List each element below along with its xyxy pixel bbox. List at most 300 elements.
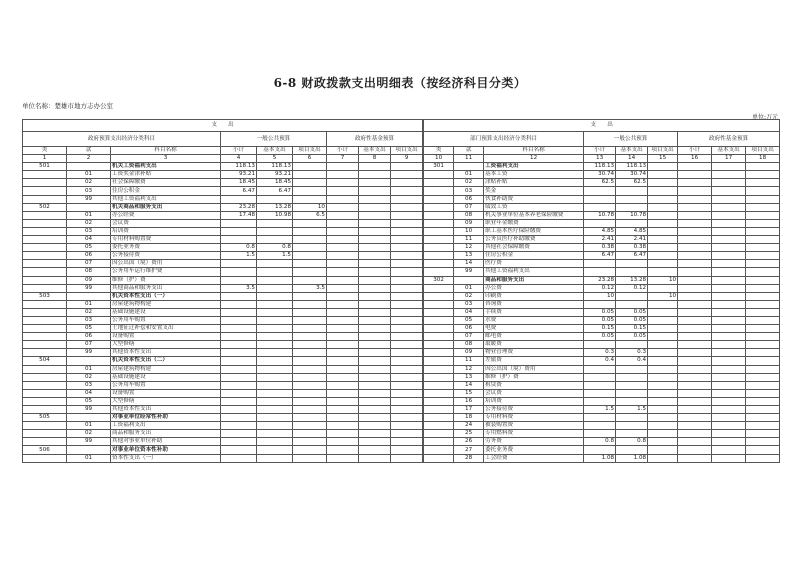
amount-cell [327, 381, 359, 389]
subject-name: 公务接待费 [484, 406, 584, 414]
amount-cell [359, 389, 391, 397]
category-code [23, 211, 67, 219]
amount-cell [712, 333, 746, 341]
amount-cell [221, 365, 257, 373]
amount-cell [746, 381, 780, 389]
item-code [67, 292, 111, 300]
amount-cell: 0.3 [584, 349, 616, 357]
subject-name: 培训费 [111, 227, 221, 235]
amount-cell [391, 252, 423, 260]
right-col-number: 16 [678, 155, 712, 163]
amount-cell [391, 333, 423, 341]
amount-cell: 18.45 [221, 179, 257, 187]
amount-cell [359, 349, 391, 357]
table-row [23, 365, 423, 373]
category-code [424, 284, 454, 292]
item-code: 09 [454, 219, 484, 227]
amount-cell [257, 454, 293, 462]
item-code: 06 [454, 195, 484, 203]
category-code [424, 308, 454, 316]
amount-cell [584, 219, 616, 227]
amount-cell [746, 333, 780, 341]
item-code: 09 [67, 276, 111, 284]
table-row [424, 365, 780, 373]
amount-cell [616, 422, 648, 430]
table-row [424, 211, 780, 219]
amount-cell [257, 316, 293, 324]
amount-cell [678, 219, 712, 227]
left-table [22, 119, 423, 463]
table-row [424, 430, 780, 438]
amount-cell [678, 211, 712, 219]
right-table [423, 119, 780, 463]
amount-cell [712, 292, 746, 300]
amount-cell [678, 365, 712, 373]
amount-cell [391, 365, 423, 373]
amount-cell [327, 187, 359, 195]
subject-name: 机关工资福利支出 [111, 163, 221, 171]
item-code: 01 [454, 171, 484, 179]
amount-cell [327, 211, 359, 219]
amount-cell [746, 397, 780, 405]
subject-name: 印刷费 [484, 292, 584, 300]
amount-cell: 0.4 [616, 357, 648, 365]
item-code: 03 [454, 187, 484, 195]
item-code: 99 [67, 406, 111, 414]
table-row [424, 389, 780, 397]
amount-cell: 10 [293, 203, 327, 211]
amount-cell [746, 260, 780, 268]
amount-cell [293, 446, 327, 454]
amount-cell [616, 195, 648, 203]
subject-name: 其他对事业单位补助 [111, 438, 221, 446]
item-code: 12 [454, 244, 484, 252]
item-code: 01 [67, 300, 111, 308]
table-row [424, 325, 780, 333]
amount-cell: 6.47 [257, 187, 293, 195]
subject-name: 取暖费 [484, 341, 584, 349]
amount-cell [678, 187, 712, 195]
table-row [424, 227, 780, 235]
right-col-number: 14 [616, 155, 648, 163]
right-header-kemu: 部门预算支出经济分类科目 [424, 132, 584, 147]
amount-cell [293, 179, 327, 187]
category-code [424, 260, 454, 268]
table-row [23, 276, 423, 284]
item-code: 01 [67, 211, 111, 219]
amount-cell [359, 219, 391, 227]
amount-cell [746, 171, 780, 179]
amount-cell [293, 163, 327, 171]
subject-name: 机关资本性支出（二） [111, 357, 221, 365]
category-code [23, 227, 67, 235]
amount-cell [293, 365, 327, 373]
subject-name: 水费 [484, 316, 584, 324]
amount-cell [391, 171, 423, 179]
amount-cell: 1.5 [616, 406, 648, 414]
amount-cell [746, 308, 780, 316]
table-row [23, 373, 423, 381]
amount-cell [648, 365, 678, 373]
right-col-header: 小计 [584, 147, 616, 155]
amount-cell [327, 373, 359, 381]
amount-cell [746, 268, 780, 276]
amount-cell [648, 341, 678, 349]
right-col-header: 款 [454, 147, 484, 155]
item-code: 07 [454, 203, 484, 211]
amount-cell [584, 397, 616, 405]
amount-cell [221, 422, 257, 430]
amount-cell: 13.28 [616, 276, 648, 284]
amount-cell [257, 236, 293, 244]
amount-cell [221, 406, 257, 414]
table-row [23, 284, 423, 292]
amount-cell [293, 325, 327, 333]
category-code: 503 [23, 292, 67, 300]
subject-name: 对事业单位经常性补助 [111, 414, 221, 422]
amount-cell [327, 227, 359, 235]
item-code: 27 [454, 446, 484, 454]
table-row [424, 244, 780, 252]
amount-cell [257, 406, 293, 414]
amount-cell [391, 260, 423, 268]
amount-cell [359, 203, 391, 211]
item-code: 01 [67, 171, 111, 179]
amount-cell [616, 300, 648, 308]
amount-cell [616, 365, 648, 373]
category-code [23, 300, 67, 308]
amount-cell [648, 227, 678, 235]
table-row [23, 446, 423, 454]
amount-cell [359, 333, 391, 341]
left-col-header: 基本支出 [257, 147, 293, 155]
amount-cell [391, 430, 423, 438]
amount-cell [327, 195, 359, 203]
subject-name: 会议费 [111, 219, 221, 227]
table-row [424, 276, 780, 284]
category-code [23, 365, 67, 373]
amount-cell [712, 446, 746, 454]
amount-cell [359, 292, 391, 300]
amount-cell: 118.13 [221, 163, 257, 171]
amount-cell [746, 422, 780, 430]
amount-cell [746, 276, 780, 284]
amount-cell [359, 430, 391, 438]
category-code [424, 365, 454, 373]
amount-cell [584, 300, 616, 308]
amount-cell [359, 397, 391, 405]
amount-cell [221, 414, 257, 422]
amount-cell: 3.5 [221, 284, 257, 292]
amount-cell [327, 219, 359, 227]
amount-cell [257, 349, 293, 357]
right-header-zhengfu: 政府性基金预算 [678, 132, 780, 147]
subject-name: 对事业单位资本性补助 [111, 446, 221, 454]
amount-cell [648, 179, 678, 187]
item-code: 02 [67, 373, 111, 381]
amount-cell [712, 454, 746, 462]
right-col-number: 18 [746, 155, 780, 163]
amount-cell [221, 260, 257, 268]
item-code: 11 [454, 236, 484, 244]
amount-cell [678, 195, 712, 203]
category-code [23, 187, 67, 195]
amount-cell [391, 179, 423, 187]
category-code [424, 430, 454, 438]
right-col-header: 项目支出 [648, 147, 678, 155]
table-row [424, 179, 780, 187]
category-code [23, 284, 67, 292]
amount-cell [391, 349, 423, 357]
item-code [67, 357, 111, 365]
subject-name: 委托业务费 [111, 244, 221, 252]
amount-cell [257, 438, 293, 446]
table-row [424, 373, 780, 381]
item-code [67, 414, 111, 422]
amount-cell [359, 446, 391, 454]
amount-cell [391, 284, 423, 292]
subject-name: 伙食补助费 [484, 195, 584, 203]
subject-name: 公务接待费 [111, 252, 221, 260]
amount-cell [293, 341, 327, 349]
amount-cell [257, 292, 293, 300]
amount-cell [293, 454, 327, 462]
amount-cell [712, 236, 746, 244]
table-row [424, 268, 780, 276]
amount-cell [391, 236, 423, 244]
category-code: 502 [23, 203, 67, 211]
table-row [23, 292, 423, 300]
table-row [23, 300, 423, 308]
amount-cell [257, 414, 293, 422]
category-code [23, 373, 67, 381]
item-code [67, 203, 111, 211]
amount-cell [257, 227, 293, 235]
amount-cell [293, 260, 327, 268]
table-row [424, 195, 780, 203]
subject-name: 公务用车运行维护费 [111, 268, 221, 276]
amount-cell: 6.5 [293, 211, 327, 219]
item-code: 25 [454, 430, 484, 438]
amount-cell [678, 308, 712, 316]
amount-cell [746, 454, 780, 462]
amount-cell [746, 406, 780, 414]
item-code: 07 [67, 260, 111, 268]
category-code: 301 [424, 163, 454, 171]
amount-cell [648, 357, 678, 365]
amount-cell [712, 438, 746, 446]
category-code [424, 414, 454, 422]
amount-cell [678, 260, 712, 268]
category-code [23, 316, 67, 324]
amount-cell [359, 422, 391, 430]
amount-cell [648, 203, 678, 211]
category-code [424, 219, 454, 227]
amount-cell [712, 430, 746, 438]
subject-name: 机关资本性支出（一） [111, 292, 221, 300]
amount-cell [391, 414, 423, 422]
amount-cell [257, 365, 293, 373]
left-col-number: 9 [391, 155, 423, 163]
amount-cell [712, 308, 746, 316]
table-row [424, 333, 780, 341]
amount-cell [746, 414, 780, 422]
category-code [23, 333, 67, 341]
category-code [424, 454, 454, 462]
subject-name: 专用材料费 [484, 414, 584, 422]
amount-cell [648, 171, 678, 179]
amount-cell [391, 325, 423, 333]
table-row [424, 219, 780, 227]
table-row [23, 163, 423, 171]
amount-cell: 10.98 [257, 211, 293, 219]
amount-cell [221, 430, 257, 438]
amount-cell [678, 227, 712, 235]
left-col-number: 6 [293, 155, 327, 163]
amount-cell [648, 414, 678, 422]
table-row [23, 187, 423, 195]
amount-cell: 4.85 [616, 227, 648, 235]
amount-cell [327, 406, 359, 414]
amount-cell [359, 268, 391, 276]
amount-cell: 0.3 [616, 349, 648, 357]
amount-cell [746, 284, 780, 292]
category-code [424, 406, 454, 414]
amount-cell [648, 163, 678, 171]
amount-cell [648, 333, 678, 341]
category-code [424, 333, 454, 341]
amount-cell: 4.85 [584, 227, 616, 235]
subject-name: 设备购置 [111, 389, 221, 397]
amount-cell [359, 308, 391, 316]
category-code [23, 308, 67, 316]
amount-cell: 0.8 [584, 438, 616, 446]
amount-cell [746, 179, 780, 187]
subject-name: 奖金 [484, 187, 584, 195]
subject-name: 机关商品和服务支出 [111, 203, 221, 211]
amount-cell [359, 381, 391, 389]
amount-cell [746, 227, 780, 235]
amount-cell: 0.05 [584, 333, 616, 341]
category-code [23, 341, 67, 349]
right-table-body [424, 120, 780, 463]
right-col-number: 13 [584, 155, 616, 163]
amount-cell [584, 422, 616, 430]
amount-cell [678, 406, 712, 414]
amount-cell [359, 171, 391, 179]
amount-cell [391, 316, 423, 324]
item-code [454, 276, 484, 284]
category-code [23, 252, 67, 260]
amount-cell [257, 341, 293, 349]
amount-cell [257, 333, 293, 341]
amount-cell: 18.45 [257, 179, 293, 187]
amount-cell [257, 300, 293, 308]
amount-cell [616, 292, 648, 300]
item-code: 03 [67, 227, 111, 235]
unit-measure: 单位:万元 [751, 114, 778, 121]
subject-name: 邮电费 [484, 333, 584, 341]
amount-cell [712, 422, 746, 430]
subject-name: 房屋建筑物构建 [111, 300, 221, 308]
category-code: 302 [424, 276, 454, 284]
amount-cell [648, 454, 678, 462]
table-row [23, 171, 423, 179]
table-row [424, 406, 780, 414]
table-row [23, 438, 423, 446]
amount-cell [359, 187, 391, 195]
amount-cell [584, 414, 616, 422]
amount-cell [257, 284, 293, 292]
category-code [23, 389, 67, 397]
item-code: 26 [454, 438, 484, 446]
amount-cell [584, 365, 616, 373]
unit-name: 单位名称：楚雄市地方志办公室 [22, 102, 113, 110]
item-code: 03 [454, 300, 484, 308]
item-code: 10 [454, 227, 484, 235]
amount-cell [257, 389, 293, 397]
table-row [424, 316, 780, 324]
amount-cell [712, 268, 746, 276]
amount-cell [391, 203, 423, 211]
amount-cell [746, 300, 780, 308]
category-code [23, 454, 67, 462]
amount-cell [648, 349, 678, 357]
amount-cell [746, 195, 780, 203]
subject-name: 基础设施建设 [111, 308, 221, 316]
amount-cell [712, 187, 746, 195]
subject-name: 商品和服务支出 [484, 276, 584, 284]
amount-cell [327, 414, 359, 422]
amount-cell [359, 438, 391, 446]
amount-cell [678, 454, 712, 462]
amount-cell [327, 244, 359, 252]
table-row [424, 171, 780, 179]
table-row [23, 430, 423, 438]
amount-cell [221, 195, 257, 203]
amount-cell [257, 260, 293, 268]
amount-cell [616, 187, 648, 195]
item-code: 04 [454, 308, 484, 316]
amount-cell: 30.74 [616, 171, 648, 179]
subject-name: 培训费 [484, 397, 584, 405]
amount-cell [616, 397, 648, 405]
amount-cell [359, 365, 391, 373]
amount-cell [293, 389, 327, 397]
amount-cell [327, 357, 359, 365]
amount-cell [391, 389, 423, 397]
category-code [424, 268, 454, 276]
amount-cell: 62.5 [616, 179, 648, 187]
table-row [424, 260, 780, 268]
subject-name: 资本性支出（一） [111, 454, 221, 462]
right-col-header: 项目支出 [746, 147, 780, 155]
amount-cell [746, 219, 780, 227]
amount-cell [293, 414, 327, 422]
subject-name: 公务员医疗补助缴费 [484, 236, 584, 244]
item-code: 05 [67, 244, 111, 252]
amount-cell: 0.38 [584, 244, 616, 252]
left-table-body [23, 120, 423, 463]
left-col-header: 项目支出 [293, 147, 327, 155]
subject-name: 租赁费 [484, 381, 584, 389]
subject-name: 基础设施建设 [111, 373, 221, 381]
amount-cell [712, 389, 746, 397]
amount-cell [391, 373, 423, 381]
amount-cell [616, 389, 648, 397]
amount-cell [327, 316, 359, 324]
amount-cell [327, 454, 359, 462]
